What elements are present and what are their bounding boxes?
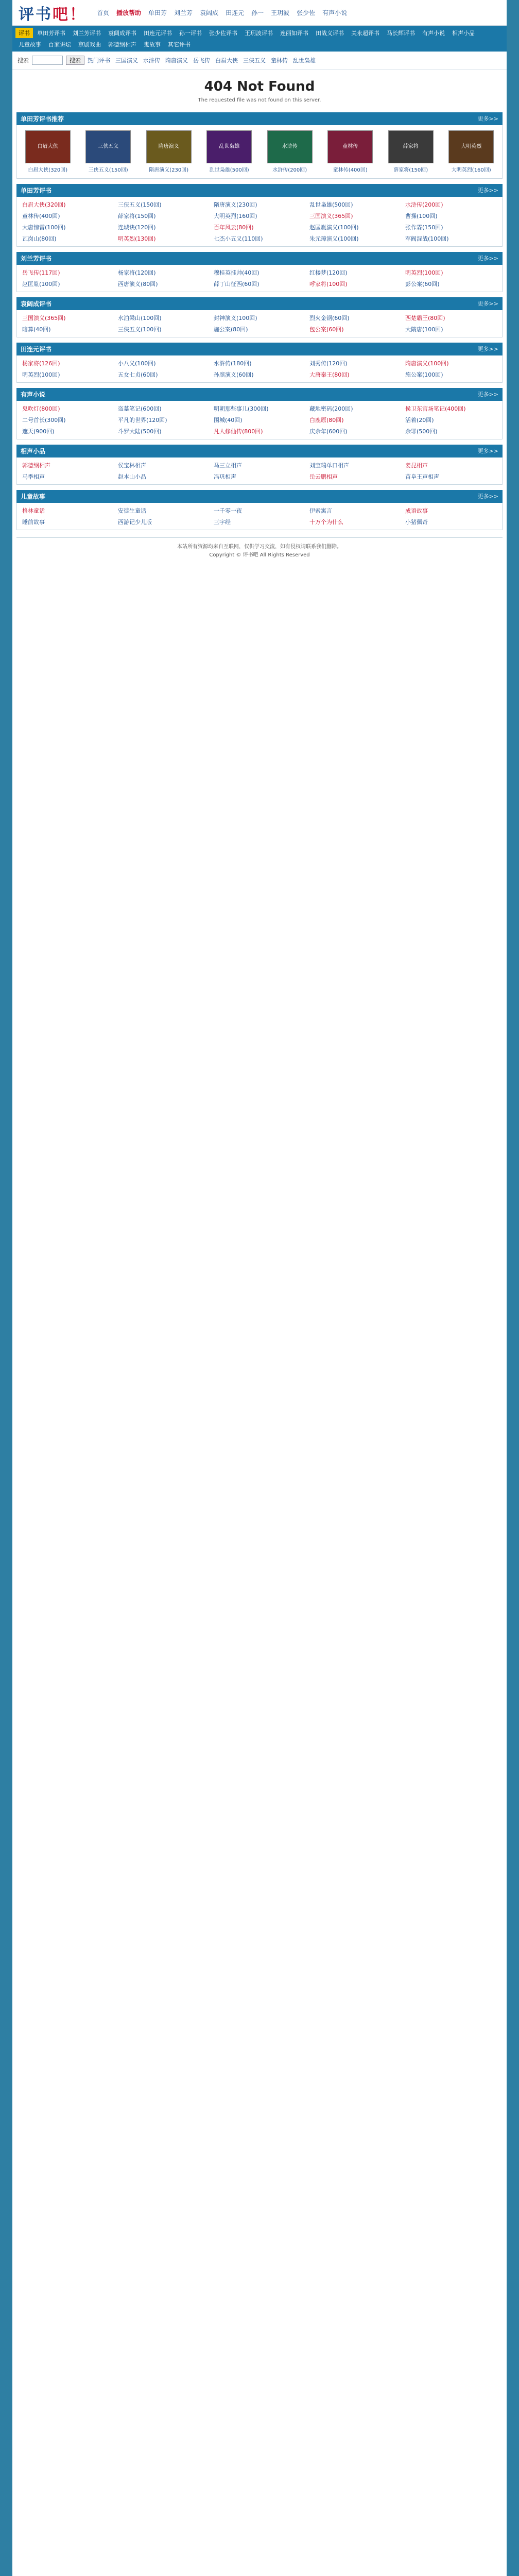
section-title: 刘兰芳评书	[21, 255, 52, 262]
list-item[interactable]: 三国演义(365回)	[22, 315, 66, 321]
category-link[interactable]: 百家讲坛	[48, 41, 71, 48]
more-link[interactable]: 更多>>	[477, 493, 498, 500]
list-item[interactable]: 小八义(100回)	[118, 360, 156, 367]
section-header	[16, 252, 503, 265]
section-title: 单田芳评书推荐	[21, 115, 64, 123]
section-title: 有声小说	[21, 391, 46, 398]
list-item[interactable]: 曹操(100回)	[405, 213, 438, 219]
list-section	[16, 490, 503, 530]
list-item[interactable]: 冯巩相声	[214, 473, 236, 480]
list-item[interactable]: 乱世枭雄(500回)	[309, 201, 353, 208]
topnav-link[interactable]: 播放帮助	[116, 9, 142, 16]
cover-caption[interactable]: 大明英烈(160回)	[451, 167, 491, 173]
list-item[interactable]: 岳飞传(117回)	[22, 269, 60, 276]
category-link[interactable]: 京剧戏曲	[78, 41, 101, 48]
logo-text: 评书	[19, 5, 53, 24]
category-link[interactable]: 刘兰芳评书	[73, 30, 101, 37]
cover-image[interactable]: 水浒传	[267, 130, 313, 163]
list-item[interactable]: 白眉大侠(320回)	[22, 201, 66, 208]
list-item[interactable]: 赵匡胤(100回)	[22, 281, 60, 287]
list-item[interactable]: 赵本山小品	[118, 473, 146, 480]
list-item[interactable]: 施公案(80回)	[214, 326, 248, 333]
cover-caption[interactable]: 三侠五义(150回)	[88, 167, 128, 173]
list-grid	[16, 503, 503, 530]
list-item[interactable]: 三字经	[214, 519, 231, 526]
cover-grid	[16, 125, 503, 179]
category-link[interactable]: 袁阔成评书	[108, 30, 136, 37]
cover-image[interactable]: 薛家将	[388, 130, 434, 163]
cover-caption[interactable]: 童林传(400回)	[333, 167, 368, 173]
site-logo[interactable]	[19, 2, 86, 24]
section-header	[16, 297, 503, 310]
list-section	[16, 252, 503, 292]
list-section	[16, 184, 503, 247]
page-wrapper	[12, 0, 507, 2576]
section-title: 袁阔成评书	[21, 300, 52, 308]
list-item[interactable]: 盗墓笔记(600回)	[118, 405, 162, 412]
section-header	[16, 490, 503, 503]
section-title: 单田芳评书	[21, 187, 52, 194]
list-item[interactable]: 斗罗大陆(500回)	[118, 428, 162, 435]
category-link[interactable]: 孙一评书	[179, 30, 202, 37]
list-item[interactable]: 格林童话	[22, 507, 45, 514]
not-found-title: 404 Not Found	[204, 79, 315, 94]
book-cover[interactable]	[444, 130, 499, 173]
more-link[interactable]: 更多>>	[477, 115, 498, 122]
list-item[interactable]: 明英烈(100回)	[405, 269, 443, 276]
hot-search-link[interactable]: 三侠五义	[243, 57, 266, 64]
not-found-block	[12, 70, 507, 107]
list-item[interactable]: 凡人修仙传(800回)	[214, 428, 263, 435]
list-item[interactable]: 薛家将(150回)	[118, 213, 156, 219]
site-header	[12, 0, 507, 26]
list-item[interactable]: 明朝那些事儿(300回)	[214, 405, 269, 412]
list-item[interactable]: 明英烈(130回)	[118, 235, 156, 242]
list-item[interactable]: 大唐惊雷(100回)	[22, 224, 66, 231]
list-item[interactable]: 五女七贞(60回)	[118, 371, 158, 378]
list-grid	[16, 457, 503, 485]
cover-section	[16, 112, 503, 179]
book-cover[interactable]	[383, 130, 439, 173]
hot-search-link[interactable]: 隋唐演义	[165, 57, 188, 64]
list-item[interactable]: 薛丁山征西(60回)	[214, 281, 260, 287]
list-item[interactable]: 大隋唐(100回)	[405, 326, 443, 333]
list-grid	[16, 355, 503, 383]
book-cover[interactable]	[262, 130, 318, 173]
list-item[interactable]: 余罪(500回)	[405, 428, 438, 435]
section-title: 田连元评书	[21, 346, 52, 353]
hot-search-links	[88, 56, 316, 64]
category-link[interactable]: 鬼故事	[144, 41, 161, 48]
list-item[interactable]: 烈火金钢(60回)	[309, 315, 350, 321]
list-item[interactable]: 水浒传(180回)	[214, 360, 252, 367]
list-item[interactable]: 郭德纲相声	[22, 462, 50, 469]
list-item[interactable]: 连城诀(120回)	[118, 224, 156, 231]
list-item[interactable]: 三侠五义(150回)	[118, 201, 162, 208]
topnav-link[interactable]: 田连元	[226, 9, 245, 16]
topnav-link[interactable]: 袁阔成	[200, 9, 219, 16]
cover-image[interactable]: 大明英烈	[448, 130, 494, 163]
list-item[interactable]: 暗算(40回)	[22, 326, 51, 333]
section-header	[16, 343, 503, 355]
book-cover[interactable]	[323, 130, 378, 173]
hot-search-link[interactable]: 岳飞传	[193, 57, 210, 64]
book-cover[interactable]	[141, 130, 197, 173]
list-item[interactable]: 张作霖(150回)	[405, 224, 443, 231]
list-item[interactable]: 军阀混战(100回)	[405, 235, 449, 242]
cover-image[interactable]: 白眉大侠	[25, 130, 71, 163]
search-label: 搜索	[18, 57, 29, 64]
list-item[interactable]: 明英烈(100回)	[22, 371, 60, 378]
list-item[interactable]: 平凡的世界(120回)	[118, 417, 167, 423]
category-link[interactable]: 评书	[15, 28, 33, 38]
section-header	[16, 184, 503, 197]
cover-caption[interactable]: 薛家将(150回)	[393, 167, 428, 173]
category-link[interactable]: 有声小说	[422, 30, 445, 37]
more-link[interactable]: 更多>>	[477, 448, 498, 454]
cover-caption[interactable]: 乱世枭雄(500回)	[209, 167, 249, 173]
list-item[interactable]: 围城(40回)	[214, 417, 243, 423]
category-link[interactable]: 其它评书	[168, 41, 191, 48]
topnav-link[interactable]: 单田芳	[148, 9, 167, 16]
list-item[interactable]: 封神演义(100回)	[214, 315, 257, 321]
list-section	[16, 343, 503, 383]
topnav-link[interactable]: 有声小说	[322, 9, 348, 16]
list-item[interactable]: 遮天(900回)	[22, 428, 55, 435]
list-item[interactable]: 安徒生童话	[118, 507, 146, 514]
cover-image[interactable]: 三侠五义	[85, 130, 131, 163]
list-item[interactable]: 隋唐演义(100回)	[405, 360, 449, 367]
list-grid	[16, 310, 503, 337]
category-link[interactable]: 田连元评书	[144, 30, 172, 37]
top-navigation	[97, 8, 347, 17]
list-item[interactable]: 侯卫东官场笔记(400回)	[405, 405, 466, 412]
topnav-link[interactable]: 首页	[97, 9, 110, 16]
cover-image[interactable]: 童林传	[327, 130, 373, 163]
list-item[interactable]: 穆桂英挂帅(40回)	[214, 269, 260, 276]
cover-caption[interactable]: 白眉大侠(320回)	[28, 167, 68, 173]
list-item[interactable]: 包公案(60回)	[309, 326, 344, 333]
category-link[interactable]: 马长辉评书	[387, 30, 415, 37]
list-section	[16, 297, 503, 337]
list-item[interactable]: 鬼吹灯(800回)	[22, 405, 60, 412]
site-footer	[16, 537, 503, 565]
book-cover[interactable]	[81, 130, 136, 173]
category-link[interactable]: 王玥波评书	[245, 30, 273, 37]
more-link[interactable]: 更多>>	[477, 187, 498, 194]
list-grid	[16, 197, 503, 247]
list-section	[16, 388, 503, 439]
list-item[interactable]: 孙膑演义(60回)	[214, 371, 254, 378]
section-header	[16, 388, 503, 401]
category-bar	[12, 26, 507, 52]
list-item[interactable]: 睡前故事	[22, 519, 45, 526]
list-item[interactable]: 朱元璋演义(100回)	[309, 235, 359, 242]
list-item[interactable]: 三侠五义(100回)	[118, 326, 162, 333]
more-link[interactable]: 更多>>	[477, 391, 498, 398]
list-item[interactable]: 马三立相声	[214, 462, 242, 469]
topnav-link[interactable]: 王玥波	[271, 9, 290, 16]
list-item[interactable]: 大明英烈(160回)	[214, 213, 257, 219]
list-item[interactable]: 赵匡胤演义(100回)	[309, 224, 359, 231]
more-link[interactable]: 更多>>	[477, 300, 498, 307]
hot-search-link[interactable]: 童林传	[271, 57, 288, 64]
search-bar	[12, 52, 507, 70]
category-link[interactable]: 张少佐评书	[209, 30, 237, 37]
list-item[interactable]: 十万个为什么	[309, 519, 343, 526]
list-item[interactable]: 施公案(100回)	[405, 371, 443, 378]
list-item[interactable]: 西游记少儿版	[118, 519, 152, 526]
list-item[interactable]: 彭公案(60回)	[405, 281, 440, 287]
cover-image[interactable]: 乱世枭雄	[206, 130, 252, 163]
category-link[interactable]: 田战义评书	[316, 30, 344, 37]
list-item[interactable]: 岳云鹏相声	[309, 473, 338, 480]
hot-search-link[interactable]: 乱世枭雄	[293, 57, 316, 64]
list-item[interactable]: 苗阜王声相声	[405, 473, 439, 480]
cover-caption[interactable]: 水浒传(200回)	[272, 167, 307, 173]
list-item[interactable]: 白鹿原(80回)	[309, 417, 344, 423]
list-item[interactable]: 隋唐演义(230回)	[214, 201, 257, 208]
list-item[interactable]: 水浒传(200回)	[405, 201, 443, 208]
list-item[interactable]: 七杰小五义(110回)	[214, 235, 263, 242]
hot-search-link[interactable]: 三国演义	[115, 57, 138, 64]
list-item[interactable]: 西楚霸王(80回)	[405, 315, 445, 321]
cover-caption[interactable]: 隋唐演义(230回)	[149, 167, 189, 173]
list-item[interactable]: 瓦岗山(80回)	[22, 235, 57, 242]
footer-disclaimer: 本站所有资源均来自互联网，仅供学习交流，如有侵权请联系我们删除。	[177, 544, 342, 550]
list-item[interactable]: 小猪佩奇	[405, 519, 428, 526]
search-input[interactable]	[32, 56, 63, 65]
logo-suffix: 吧！	[53, 5, 86, 24]
book-cover[interactable]	[202, 130, 257, 173]
more-link[interactable]: 更多>>	[477, 255, 498, 262]
cover-image[interactable]: 隋唐演义	[146, 130, 192, 163]
list-item[interactable]: 水泊梁山(100回)	[118, 315, 162, 321]
list-grid	[16, 265, 503, 292]
list-item[interactable]: 成语故事	[405, 507, 428, 514]
more-link[interactable]: 更多>>	[477, 346, 498, 352]
list-item[interactable]: 呼家将(100回)	[309, 281, 348, 287]
section-title: 儿童故事	[21, 493, 46, 500]
list-section	[16, 445, 503, 485]
list-item[interactable]: 童林传(400回)	[22, 213, 60, 219]
hot-search-link[interactable]: 白眉大侠	[215, 57, 238, 64]
list-item[interactable]: 红楼梦(120回)	[309, 269, 348, 276]
category-link[interactable]: 郭德纲相声	[108, 41, 136, 48]
list-item[interactable]: 刘秀传(120回)	[309, 360, 348, 367]
topnav-link[interactable]: 孙一	[251, 9, 264, 16]
category-link[interactable]: 关永超评书	[351, 30, 379, 37]
list-item[interactable]: 一千零一夜	[214, 507, 242, 514]
topnav-link[interactable]: 张少佐	[297, 9, 316, 16]
list-item[interactable]: 刘宝瑞单口相声	[309, 462, 349, 469]
list-item[interactable]: 三国演义(365回)	[309, 213, 353, 219]
list-grid	[16, 401, 503, 439]
list-item[interactable]: 杨家将(120回)	[118, 269, 156, 276]
not-found-subtitle: The requested file was not found on this server.	[198, 97, 321, 103]
search-button[interactable]: 搜索	[66, 56, 84, 65]
hot-search-link[interactable]: 热门评书	[88, 57, 110, 64]
section-header	[16, 445, 503, 457]
category-link[interactable]: 相声小品	[452, 30, 475, 37]
list-item[interactable]: 马季相声	[22, 473, 45, 480]
list-item[interactable]: 藏地密码(200回)	[309, 405, 353, 412]
category-link[interactable]: 连丽如评书	[280, 30, 308, 37]
list-item[interactable]: 活着(20回)	[405, 417, 434, 423]
topnav-link[interactable]: 刘兰芳	[174, 9, 193, 16]
footer-copyright: Copyright © 评书吧 All Rights Reserved	[209, 552, 310, 558]
category-link[interactable]: 单田芳评书	[37, 30, 65, 37]
list-item[interactable]: 百年风云(80回)	[214, 224, 254, 231]
list-item[interactable]: 庆余年(600回)	[309, 428, 348, 435]
list-item[interactable]: 姜昆相声	[405, 462, 428, 469]
hot-search-link[interactable]: 水浒传	[143, 57, 160, 64]
list-item[interactable]: 伊索寓言	[309, 507, 332, 514]
list-item[interactable]: 西唐演义(80回)	[118, 281, 158, 287]
book-cover[interactable]	[20, 130, 76, 173]
list-item[interactable]: 杨家将(126回)	[22, 360, 60, 367]
category-link[interactable]: 儿童故事	[19, 41, 41, 48]
list-item[interactable]: 二号首长(300回)	[22, 417, 66, 423]
section-header	[16, 112, 503, 125]
list-item[interactable]: 侯宝林相声	[118, 462, 146, 469]
section-title: 相声小品	[21, 448, 46, 455]
list-item[interactable]: 大唐秦王(80回)	[309, 371, 350, 378]
